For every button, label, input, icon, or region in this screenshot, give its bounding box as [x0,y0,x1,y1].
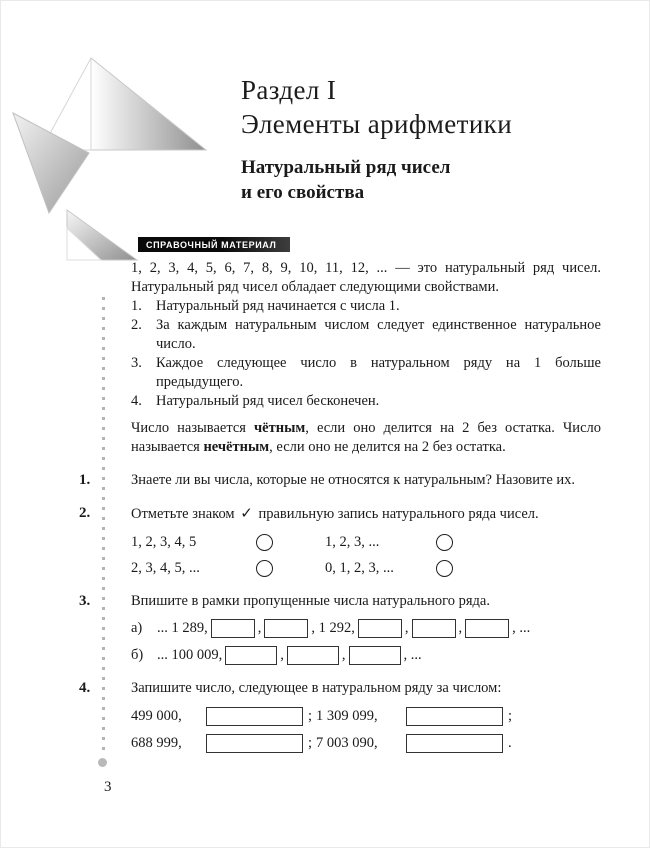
sequence-text: , 1 292, [311,620,355,636]
row-label: а) [131,620,143,636]
parity-term-even: чётным [253,420,306,436]
option-row [325,533,453,552]
property-item [131,354,601,392]
sequence-text: , [341,647,346,663]
options-grid [131,533,601,578]
number-task [131,734,316,753]
parity-definition [131,419,601,457]
property-number: 4. [131,393,142,409]
option-checkbox[interactable] [436,534,453,551]
number-task [131,707,316,726]
section-header [241,73,621,205]
answer-box[interactable] [206,707,303,726]
reference-material-badge: СПРАВОЧНЫЙ МАТЕРИАЛ [138,237,290,252]
answer-box[interactable] [211,619,255,638]
option-checkbox[interactable] [256,534,273,551]
answer-box[interactable] [287,646,339,665]
option-row [131,533,273,552]
task-number: 688 999, [131,735,182,751]
reference-block [131,259,601,457]
exercise-2-text [131,504,601,524]
sequence-text: , [280,647,284,663]
small-triangle-decoration [59,208,141,264]
option-label: 1, 2, 3, 4, 5 [131,534,197,550]
number-task [316,707,596,726]
option-checkbox[interactable] [256,560,273,577]
exercise-2-text-after: правильную запись натурального ряда чисел. [254,506,539,522]
parity-text: , если оно делится на 2 без остатка. Число называется [131,420,601,455]
answer-box[interactable] [406,707,503,726]
sequence-text: , [458,620,463,636]
property-number: 1. [131,298,142,314]
chapter-title-line2: и его свойства [241,182,365,203]
exercise-number: 2. [79,505,91,521]
task-punct: ; [308,735,313,751]
exercise-3 [79,592,601,665]
section-number: Раздел I [241,75,337,105]
property-item [131,316,601,354]
parity-term-odd: нечётным [203,439,270,455]
number-task [316,734,596,753]
option-label: 1, 2, 3, ... [325,534,380,550]
sequence-text: , [257,620,262,636]
property-number: 2. [131,317,142,333]
reference-intro: 1, 2, 3, 4, 5, 6, 7, 8, 9, 10, 11, 12, ... — это натуральный ряд чисел. Натуральный ряд чисел обладает следующими свойствами. [131,260,601,295]
sequence-row-a [131,619,601,638]
answer-box[interactable] [264,619,308,638]
row-label: б) [131,647,144,663]
option-row [325,559,453,578]
checkmark-glyph: ✓ [240,504,253,522]
property-text: За каждым натуральным числом следует единственное натуральное число. [156,317,601,352]
exercise-number: 3. [79,593,91,609]
sequence-text: ... 1 289, [157,620,208,636]
exercise-number: 1. [79,472,91,488]
task-number: 7 003 090, [316,735,378,751]
dotted-margin-line [102,297,105,755]
page-number: 3 [104,779,112,795]
answer-box[interactable] [206,734,303,753]
sequence-text: , ... [512,620,531,636]
answer-box[interactable] [465,619,509,638]
exercise-1 [79,471,601,490]
option-label: 0, 1, 2, 3, ... [325,560,394,576]
answer-box[interactable] [225,646,277,665]
exercise-1-text: Знаете ли вы числа, которые не относятся к натуральным? Назовите их. [131,472,576,488]
task-number: 1 309 099, [316,708,378,724]
task-punct: ; [508,708,513,724]
dotted-line-end-dot [98,758,107,767]
task-punct: . [508,735,512,751]
exercise-2 [79,504,601,578]
sequence-text: , [404,620,409,636]
option-label: 2, 3, 4, 5, ... [131,560,200,576]
chapter-title-line1: Натуральный ряд чисел [241,157,451,178]
sequence-text: ... 100 009, [157,647,223,663]
property-text: Натуральный ряд начинается с числа 1. [156,298,400,314]
exercise-4 [79,679,601,753]
properties-list [131,297,601,411]
exercise-4-text: Запишите число, следующее в натуральном ряду за числом: [131,680,502,696]
option-row [131,559,273,578]
sequence-text: , ... [403,647,422,663]
task-number: 499 000, [131,708,182,724]
section-title: Элементы арифметики [241,109,513,139]
exercise-number: 4. [79,680,91,696]
property-item [131,392,601,411]
property-item [131,297,601,316]
answer-box[interactable] [358,619,402,638]
answer-box[interactable] [406,734,503,753]
exercise-3-text: Впишите в рамки пропущенные числа натурального ряда. [131,593,490,609]
parity-text: , если оно не делится на 2 без остатка. [269,439,506,455]
corner-triangles-decoration [1,53,216,218]
option-checkbox[interactable] [436,560,453,577]
task-punct: ; [308,708,313,724]
sequence-row-b [131,646,601,665]
page-content [79,259,601,753]
answer-box[interactable] [349,646,401,665]
property-text: Натуральный ряд чисел бесконечен. [156,393,380,409]
exercise-2-text-before: Отметьте знаком [131,506,239,522]
answer-box[interactable] [412,619,456,638]
exercise-4-grid [131,707,601,753]
parity-text: Число называется [131,420,254,436]
property-text: Каждое следующее число в натуральном ряду на 1 больше предыдущего. [156,355,601,390]
property-number: 3. [131,355,142,371]
